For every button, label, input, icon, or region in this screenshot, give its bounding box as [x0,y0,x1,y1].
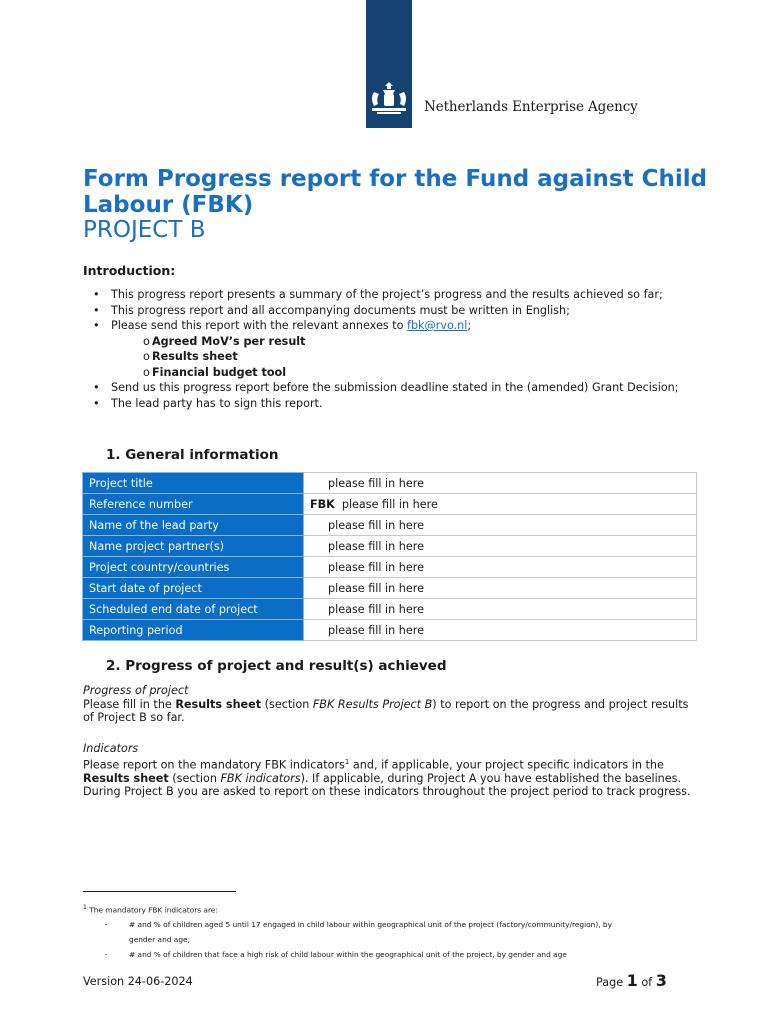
table-row [83,515,697,536]
page-subtitle: PROJECT B [83,217,206,243]
field-placeholder: please fill in here [328,602,425,616]
field-input[interactable] [304,473,697,494]
table-row [83,473,697,494]
footnote: $^1$ The mandatory FBK indicators are: - # and % of children aged 5 until 17 engaged in child labour within geographical unit of the project (factory/community/region), by gender and age; - # and % of children that face a high risk of child labour within the geographical unit of the project, by gender and age [83,900,683,962]
progress-paragraph: Progress of project Please fill in the Results sheet (section FBK Results Project B) to report on the progress and project results of Project B so far. [83,684,689,724]
table-row [83,620,697,641]
bullet-icon: • [93,396,100,410]
bullet-icon: • [93,381,100,394]
field-input[interactable] [304,557,697,578]
section-heading-general: 1. General information [106,447,279,463]
field-input[interactable] [304,515,697,536]
page-number: Page 1 of 3 [596,971,667,990]
field-label: Project country/countries [83,557,304,578]
footnote-ref: 1 [344,757,350,766]
progress-label: Progress of project [83,684,189,697]
field-input[interactable] [304,494,697,515]
field-input[interactable] [304,578,697,599]
email-link[interactable]: fbk@rvo.nl [407,319,468,332]
table-row [83,536,697,557]
royal-crest-icon [368,82,410,118]
bullet-icon: • [93,303,100,317]
intro-list [93,287,713,411]
section-heading-progress: 2. Progress of project and result(s) achieved [106,658,447,674]
field-placeholder: please fill in here [328,560,425,574]
indicators-paragraph: Indicators Please report on the mandatory FBK indicators$^1$ and, if applicable, your project specific indicators in the Results sheet (section FBK indicators). If applicable, during Project A you have established the baselines. During Project B you are asked to report on these indicators throughout the project period to track progress. [83,742,691,799]
table-row [83,494,697,515]
field-label: Scheduled end date of project [83,599,304,620]
footnote-item: - # and % of children that face a high risk of child labour within the geographical unit of the project, by gender and age [104,950,567,960]
table-row [83,557,697,578]
footnote-item: - # and % of children aged 5 until 17 engaged in child labour within geographical unit of the project (factory/community/region), by [104,920,612,930]
field-label: Reference number [83,494,304,515]
agency-name: Netherlands Enterprise Agency [424,99,638,115]
field-input[interactable] [304,599,697,620]
page-title: Form Progress report for the Fund against Child Labour (FBK) [83,166,708,218]
table-row [83,578,697,599]
footnote-item: gender and age; [129,935,191,945]
list-item: • Please send this report with the relevant annexes to fbk@rvo.nl; [93,319,472,332]
list-item: • The lead party has to sign this report. [93,396,323,410]
footnote-divider [83,891,236,892]
version-label: Version 24-06-2024 [83,975,193,988]
bullet-icon: • [93,319,100,332]
intro-heading: Introduction: [83,263,176,278]
field-input[interactable] [304,620,697,641]
list-item: • This progress report and all accompanying documents must be written in English; [93,303,570,317]
annex-item: o Financial budget tool [143,365,287,379]
general-info-table [82,472,697,641]
indicators-label: Indicators [83,742,139,755]
field-placeholder: please fill in here [328,539,425,553]
field-placeholder: please fill in here [328,581,425,595]
field-placeholder: please fill in here [328,623,425,637]
field-placeholder: please fill in here [328,476,425,490]
bullet-icon: • [93,288,100,301]
field-label: Project title [83,473,304,494]
field-label: Start date of project [83,578,304,599]
table-row [83,599,697,620]
field-input[interactable] [304,536,697,557]
list-item: • Send us this progress report before the submission deadline stated in the (amended) Grant Decision; [93,381,679,394]
field-label: Reporting period [83,620,304,641]
field-label: Name project partner(s) [83,536,304,557]
field-prefix: FBK [310,497,335,511]
annex-item: o Agreed MoV’s per result [143,334,306,348]
annex-item: o Results sheet [143,350,238,363]
field-placeholder: please fill in here [341,497,438,511]
field-label: Name of the lead party [83,515,304,536]
list-item: • This progress report presents a summary of the project’s progress and the results achieved so far; [93,288,663,301]
field-placeholder: please fill in here [328,518,425,532]
